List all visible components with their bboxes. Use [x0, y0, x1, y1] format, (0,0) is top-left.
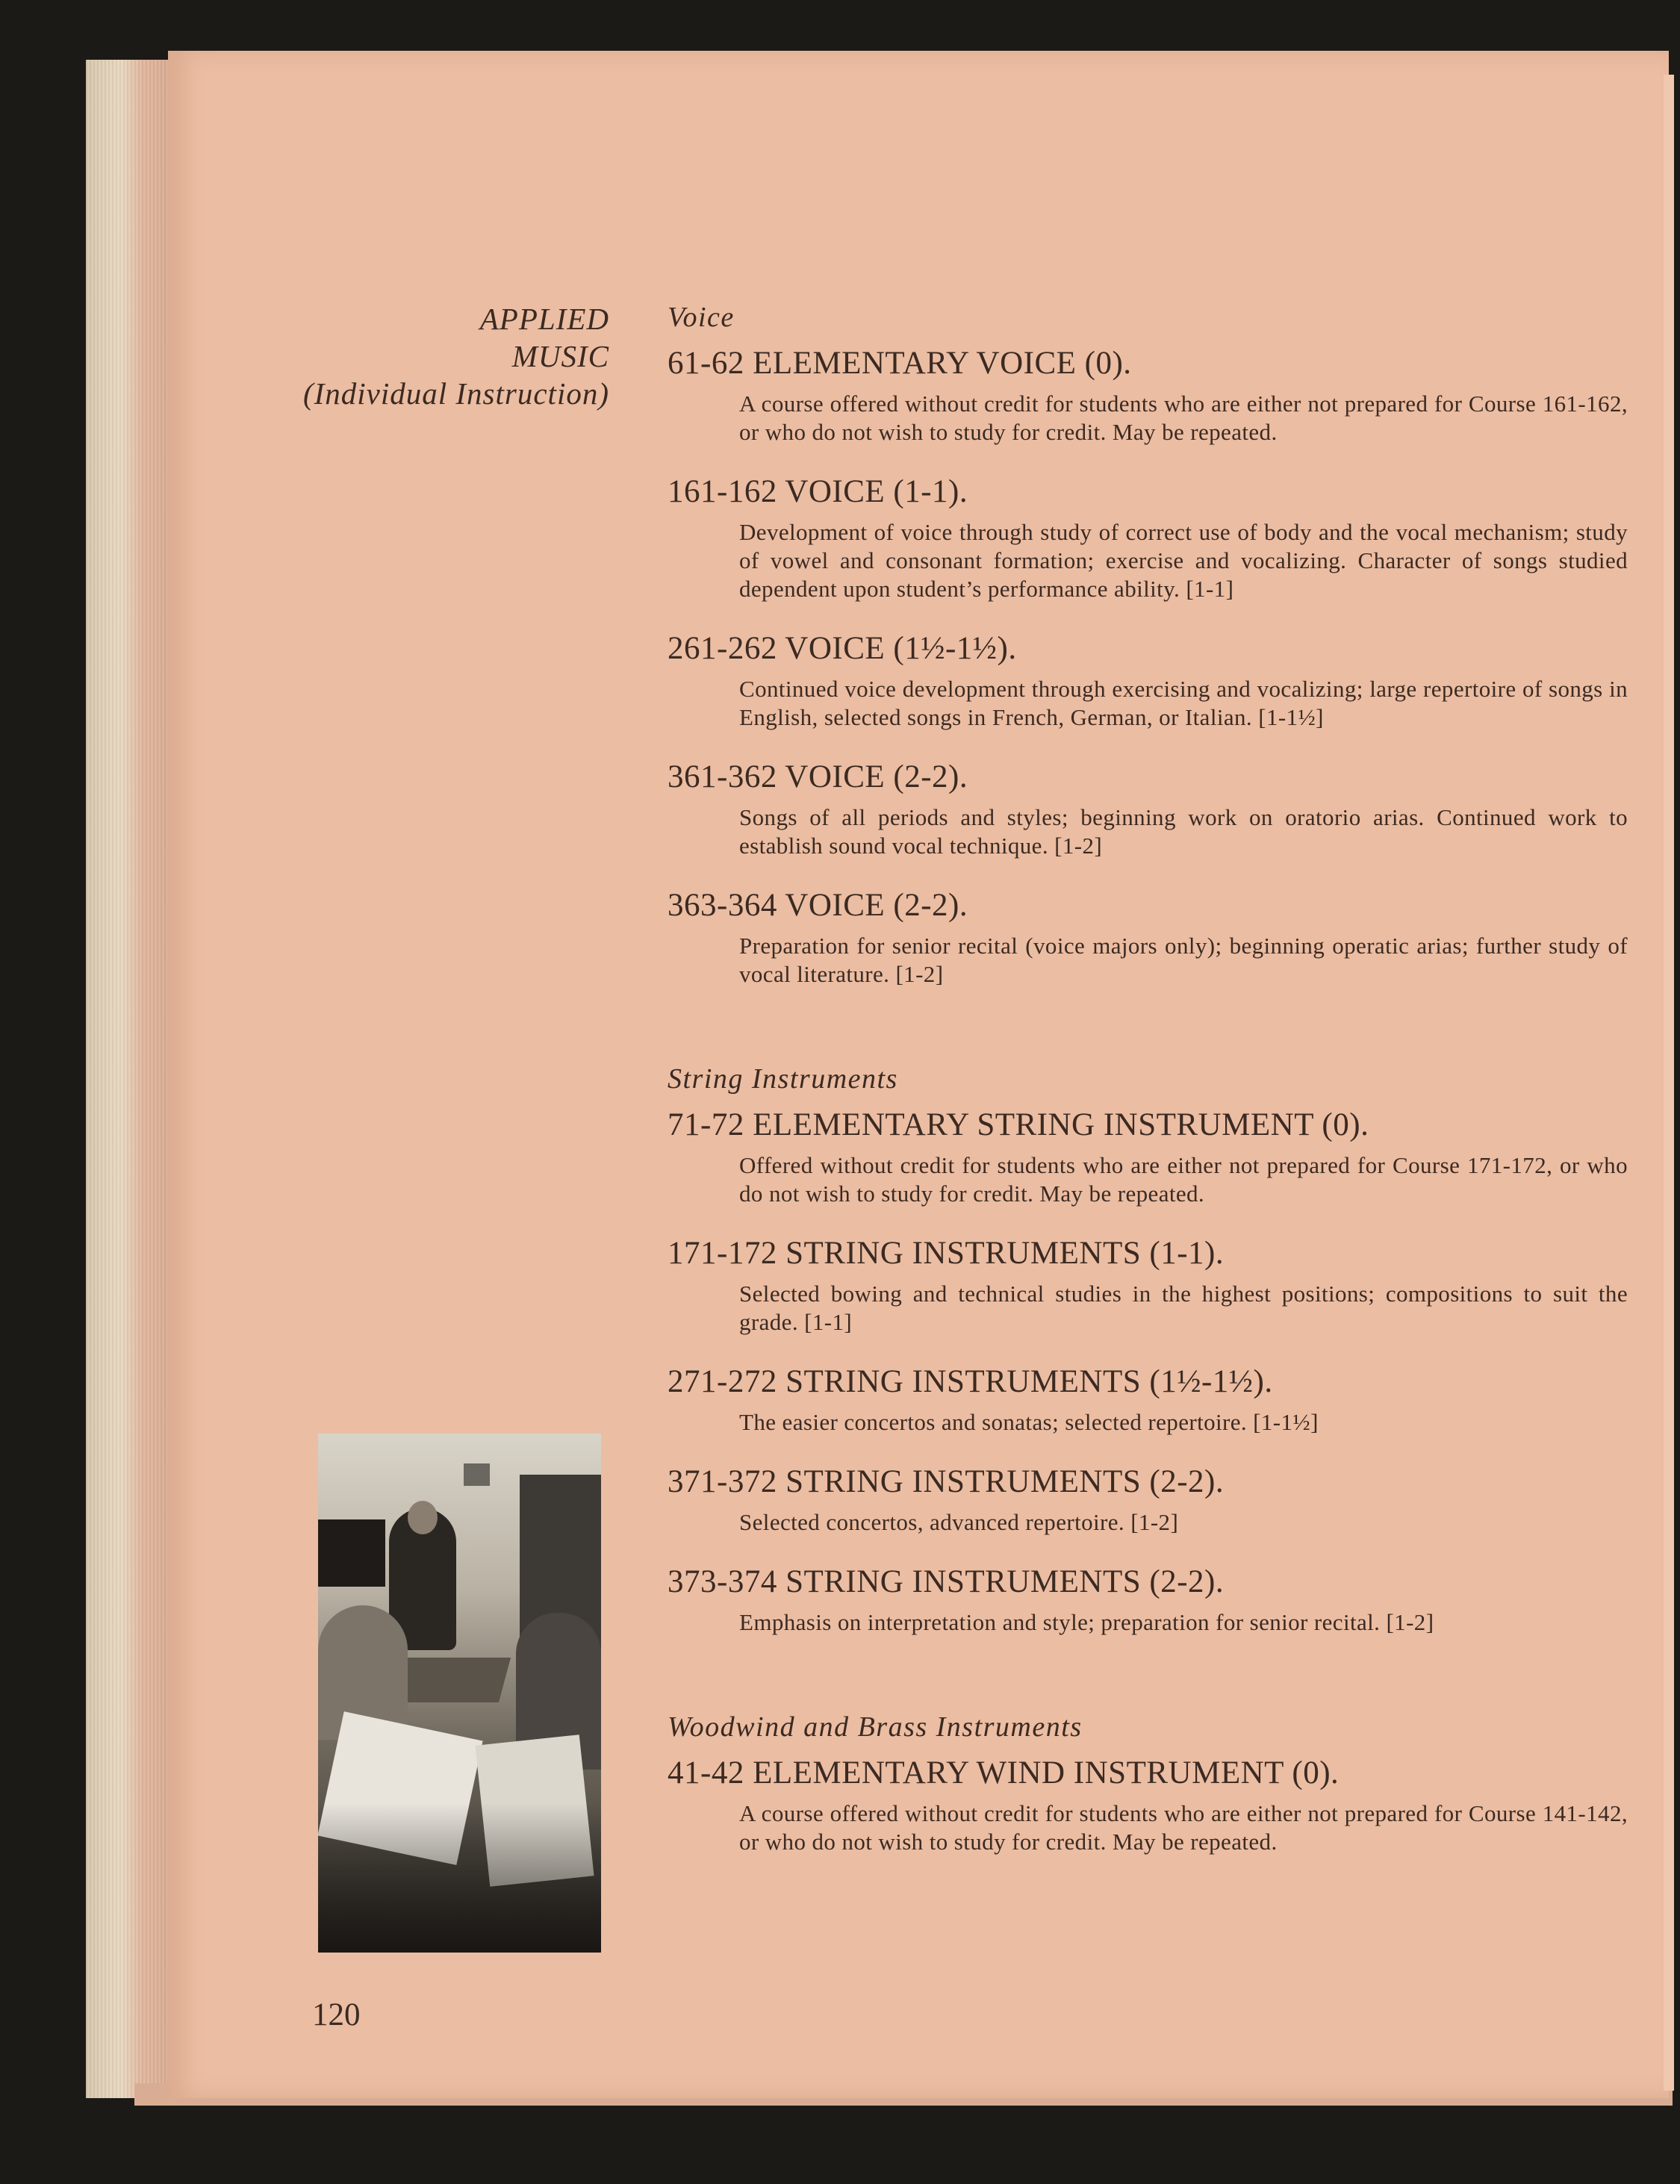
course-title: 373-374 STRING INSTRUMENTS (2-2). — [668, 1564, 1225, 1599]
course-item — [668, 1233, 1628, 1337]
course-item — [668, 472, 1628, 603]
section-title: Voice — [668, 302, 735, 333]
course-description: Songs of all periods and styles; beginning work on oratorio arias. Continued work to establish sound vocal technique. [1-2] — [739, 804, 1628, 859]
section-title: Woodwind and Brass Instruments — [668, 1711, 1083, 1743]
course-description: The easier concertos and sonatas; selected repertoire. [1-1½] — [739, 1409, 1319, 1435]
course-item — [668, 629, 1628, 732]
section-woodwind-brass — [657, 1708, 1628, 1856]
course-item — [668, 757, 1628, 860]
side-heading-line-1: APPLIED — [479, 302, 609, 336]
side-heading-line-2: MUSIC — [511, 339, 609, 373]
course-description: Selected bowing and technical studies in the highest positions; compositions to suit the grade. [1-1] — [739, 1281, 1628, 1335]
section-string-instruments — [657, 1060, 1628, 1637]
page-number: 120 — [312, 1997, 361, 2032]
side-heading — [303, 300, 609, 412]
course-title: 271-272 STRING INSTRUMENTS (1½-1½). — [668, 1364, 1273, 1399]
section-voice — [657, 299, 1628, 989]
course-title: 363-364 VOICE (2-2). — [668, 888, 968, 923]
course-item — [668, 1753, 1628, 1856]
course-title: 171-172 STRING INSTRUMENTS (1-1). — [668, 1236, 1225, 1271]
course-item — [668, 1462, 1628, 1537]
course-item — [668, 1105, 1628, 1208]
course-description: Emphasis on interpretation and style; preparation for senior recital. [1-2] — [739, 1609, 1434, 1635]
course-description: Preparation for senior recital (voice majors only); beginning operatic arias; further study of vocal literature. [1-2] — [739, 933, 1628, 987]
course-item — [668, 343, 1628, 447]
section-title: String Instruments — [668, 1063, 898, 1095]
course-item — [668, 886, 1628, 989]
course-title: 71-72 ELEMENTARY STRING INSTRUMENT (0). — [668, 1107, 1369, 1142]
course-description: Selected concertos, advanced repertoire. [1-2] — [739, 1509, 1179, 1535]
course-title: 61-62 ELEMENTARY VOICE (0). — [668, 346, 1132, 381]
course-description: Continued voice development through exercising and vocalizing; large repertoire of songs in English, selected songs in French, German, or Italian. [1-1½] — [739, 676, 1628, 730]
course-description: A course offered without credit for students who are either not prepared for Course 161-162, or who do not wish to study for credit. May be repeated. — [739, 391, 1628, 445]
course-listing — [657, 299, 1628, 1856]
page-right-edge — [1664, 75, 1674, 2091]
course-item — [668, 1362, 1628, 1437]
course-description: Offered without credit for students who are either not prepared for Course 171-172, or who do not wish to study for credit. May be repeated. — [739, 1152, 1628, 1207]
course-title: 361-362 VOICE (2-2). — [668, 759, 968, 794]
course-title: 261-262 VOICE (1½-1½). — [668, 631, 1017, 666]
course-item — [668, 1562, 1628, 1637]
classroom-photo — [318, 1434, 601, 1953]
course-title: 371-372 STRING INSTRUMENTS (2-2). — [668, 1464, 1225, 1499]
course-title: 161-162 VOICE (1-1). — [668, 474, 968, 509]
piano — [318, 1519, 385, 1587]
course-description: Development of voice through study of correct use of body and the vocal mechanism; study of vowel and consonant formation; exercise and vocalizing. Character of songs studied dependent upon student’s performance ability. [1-1] — [739, 519, 1628, 602]
course-title: 41-42 ELEMENTARY WIND INSTRUMENT (0). — [668, 1755, 1340, 1791]
side-heading-line-3: (Individual Instruction) — [302, 376, 609, 411]
course-description: A course offered without credit for students who are either not prepared for Course 141-142, or who do not wish to study for credit. May be repeated. — [739, 1800, 1628, 1855]
